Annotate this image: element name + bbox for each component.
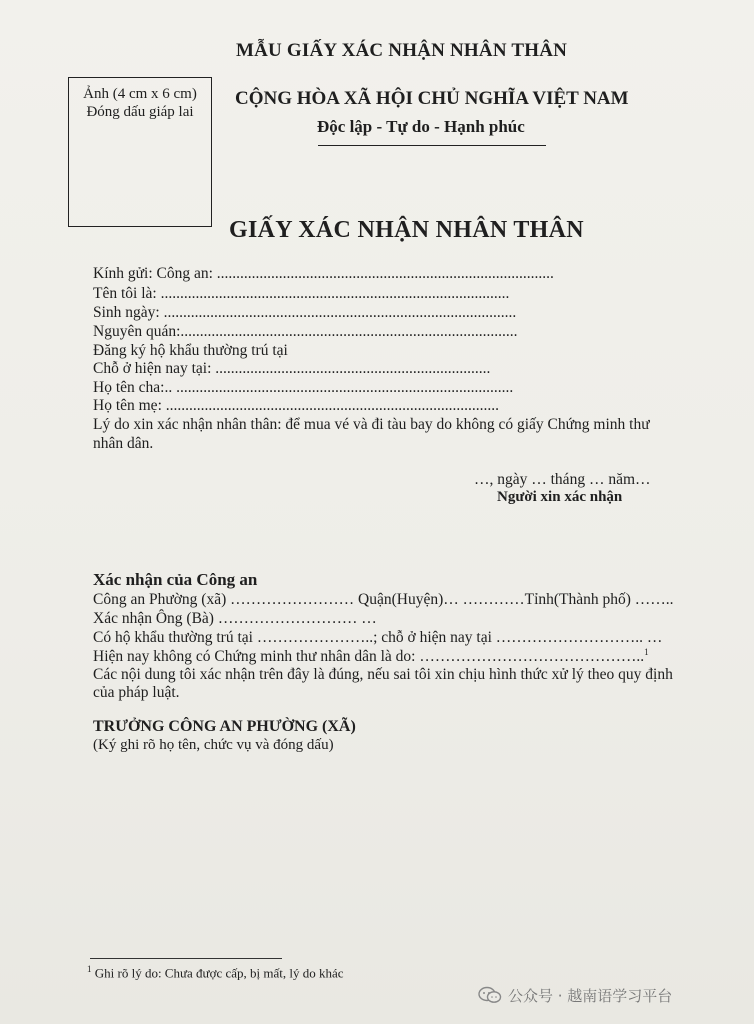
field-dang-ky: Đăng ký hộ khẩu thường trú tại [93, 342, 288, 359]
footnote-text: Ghi rõ lý do: Chưa được cấp, bị mất, lý do khác [91, 965, 344, 981]
watermark-text: 公众号 · 越南语学习平台 [508, 986, 673, 1005]
watermark [478, 984, 672, 1006]
field-ly-do-line2: nhân dân. [93, 435, 154, 452]
signature-label: Người xin xác nhận [497, 489, 623, 505]
field-ten: Tên tôi là: .......................................................................................... [93, 285, 510, 302]
police-line6: của pháp luật. [93, 684, 180, 701]
wechat-icon [478, 986, 502, 1004]
national-motto: Độc lập - Tự do - Hạnh phúc [317, 117, 525, 136]
chief-note: (Ký ghi rõ họ tên, chức vụ và đóng dấu) [93, 737, 334, 753]
police-line4-footnote-ref: 1 [644, 647, 649, 657]
photo-box [68, 77, 212, 227]
document-title: GIẤY XÁC NHẬN NHÂN THÂN [229, 217, 584, 243]
police-line1: Công an Phường (xã) …………………… Quận(Huyện)… …………Tỉnh(Thành phố) …….. [93, 591, 674, 608]
police-line3: Có hộ khẩu thường trú tại …………………..; chỗ ở hiện nay tại ……………………….. … [93, 629, 663, 646]
signature-date: …, ngày … tháng … năm… [474, 471, 651, 488]
footnote-divider [90, 958, 282, 959]
field-ly-do-line1: Lý do xin xác nhận nhân thân: để mua vé và đi tàu bay do không có giấy Chứng minh thư [93, 416, 650, 433]
field-nguyen-quan: Nguyên quán:....................................................................................... [93, 323, 518, 340]
field-cho-o: Chỗ ở hiện nay tại: ....................................................................... [93, 360, 491, 377]
motto-underline [318, 145, 546, 146]
police-section-title: Xác nhận của Công an [93, 570, 258, 589]
photo-box-stamp-label: Đóng dấu giáp lai [86, 104, 194, 120]
field-sinh-ngay: Sinh ngày: ........................................................................................... [93, 304, 517, 321]
police-line4 [93, 647, 649, 666]
republic-name: CỘNG HÒA XÃ HỘI CHỦ NGHĨA VIỆT NAM [235, 88, 629, 109]
field-kinh-gui: Kính gửi: Công an: ....................................................................................... [93, 265, 554, 282]
footnote [87, 964, 344, 981]
police-line2: Xác nhận Ông (Bà) ……………………… … [93, 610, 377, 627]
footnote-marker: 1 [87, 964, 92, 974]
photo-box-size-label: Ảnh (4 cm x 6 cm) [83, 86, 197, 102]
police-line5: Các nội dung tôi xác nhận trên đây là đúng, nếu sai tôi xin chịu hình thức xử lý theo quy định [93, 666, 673, 683]
chief-title: TRƯỞNG CÔNG AN PHƯỜNG (XÃ) [93, 718, 356, 735]
field-ho-ten-cha: Họ tên cha:.. ....................................................................................... [93, 379, 514, 396]
police-line4-text: Hiện nay không có Chứng minh thư nhân dân là do: …………………………………….. [93, 648, 645, 666]
field-ho-ten-me: Họ tên mẹ: ...................................................................................... [93, 397, 499, 414]
form-title: MẪU GIẤY XÁC NHẬN NHÂN THÂN [236, 40, 568, 61]
